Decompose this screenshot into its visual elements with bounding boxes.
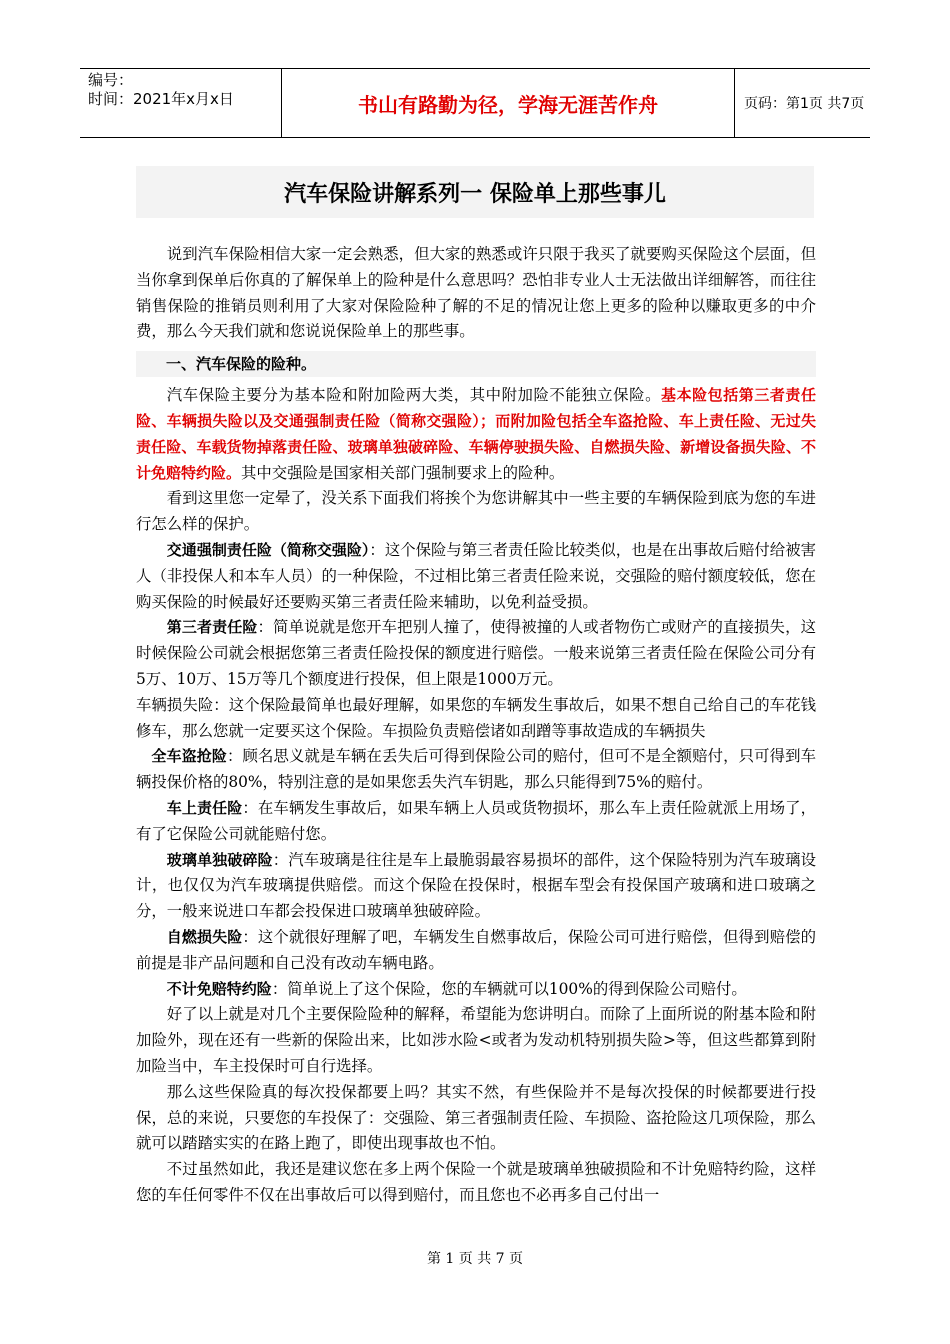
term-text: ：顾名思义就是车辆在丢失后可得到保险公司的赔付，但可不是全额赔付，只可得到车辆投保价格的80%，特别注意的是如果您丢失汽车钥匙，那么只能得到75%的赔付。 <box>136 747 816 792</box>
text-span: 汽车保险主要分为基本险和附加险两大类，其中附加险不能独立保险。 <box>166 386 662 405</box>
term: 第三者责任险 <box>166 618 258 637</box>
page-code: 页码：第1页 共7页 <box>744 96 865 112</box>
paragraph-transition: 看到这里您一定晕了，没关系下面我们将挨个为您讲解其中一些主要的车辆保险到底为您的车进行怎么样的保护。 <box>136 489 816 534</box>
item-self-ignition <box>136 925 816 977</box>
item-third-party <box>136 615 816 692</box>
header-table <box>80 68 870 138</box>
number-label: 编号： <box>88 71 134 89</box>
term-text: ：简单说上了这个保险，您的车辆就可以100%的得到保险公司赔付。 <box>271 979 747 998</box>
term-text: ：这个就很好理解了吧，车辆发生自燃事故后，保险公司可进行赔偿，但得到赔偿的前提是非产品问题和自己没有改动车辆电路。 <box>136 927 816 972</box>
term: 玻璃单独破碎险 <box>166 850 273 869</box>
item-passenger <box>136 796 816 848</box>
paragraph-advice: 不过虽然如此，我还是建议您在多上两个保险一个就是玻璃单独破损险和不计免赔特约险，这样您的车任何零件不仅在出事故后可以得到赔付，而且您也不必再多自己付出一 <box>136 1160 816 1204</box>
term: 交通强制责任险（简称交强险） <box>166 540 370 559</box>
text-span: 其中交强险是国家相关部门强制要求上的险种。 <box>241 463 565 482</box>
item-compulsory <box>136 538 816 615</box>
document-body <box>136 242 816 1209</box>
term-text: ：这个保险与第三者责任险比较类似，也是在出事故后赔付给被害人（非投保人和本车人员）的一种保险，不过相比第三者责任险来说，交强险的赔付额度较低，您在购买保险的时候最好还要购买第三者责任险来辅助，以免利益受损。 <box>136 540 816 611</box>
time-label: 时间：2021年x月x日 <box>88 90 234 108</box>
term: 全车盗抢险 <box>151 747 227 766</box>
item-deductible <box>136 977 816 1003</box>
paragraph-insurance-types <box>136 383 816 486</box>
term-text: ：在车辆发生事故后，如果车辆上人员或货物损坏，那么车上责任险就派上用场了，有了它保险公司就能赔付您。 <box>136 798 816 843</box>
motto: 书山有路勤为径，学海无涯苦作舟 <box>282 69 735 137</box>
header-meta <box>80 69 282 137</box>
paragraph-question: 那么这些保险真的每次投保都要上吗？其实不然，有些保险并不是每次投保的时候都要进行投保，总的来说，只要您的车投保了：交强险、第三者强制责任险、车损险、盗抢险这几项保险，那么就可以踏踏实实的在路上跑了，即使出现事故也不怕。 <box>136 1082 816 1153</box>
term-text: ：汽车玻璃是往往是车上最脆弱最容易损坏的部件，这个保险特别为汽车玻璃设计，也仅仅为汽车玻璃提供赔偿。而这个保险在投保时，根据车型会有投保国产玻璃和进口玻璃之分，一般来说进口车都会投保进口玻璃单独破碎险。 <box>136 850 816 921</box>
term-text: ：简单说就是您开车把别人撞了，使得被撞的人或者物伤亡或财产的直接损失，这时候保险公司就会根据您第三者责任险投保的额度进行赔偿。一般来说第三者责任险在保险公司分有5万、10万、15万等几个额度进行投保，但上限是1000万元。 <box>136 618 816 688</box>
section-heading: 一、汽车保险的险种。 <box>136 351 816 377</box>
term: 车上责任险 <box>166 798 243 817</box>
item-glass <box>136 848 816 925</box>
term: 不计免赔特约险 <box>166 979 272 998</box>
item-car-damage: 车辆损失险：这个保险最简单也最好理解，如果您的车辆发生事故后，如果不想自己给自己的车花钱修车，那么您就一定要买这个保险。车损险负责赔偿诸如刮蹭等事故造成的车辆损失 <box>136 695 816 740</box>
item-theft <box>136 744 816 796</box>
term: 自燃损失险 <box>166 927 243 946</box>
highlighted-text: 基本险包括第三者责任险、车辆损失险以及交通强制责任险（简称交强险）；而附加险包括全车盗抢险、车上责任险、无过失责任险、车载货物掉落责任险、玻璃单独破碎险、车辆停驶损失险、自燃损失险、新增设备损失险、不计免赔特约险。 <box>136 386 816 482</box>
page-footer: 第 1 页 共 7 页 <box>426 1251 524 1267</box>
intro-paragraph: 说到汽车保险相信大家一定会熟悉，但大家的熟悉或许只限于我买了就要购买保险这个层面，但当你拿到保单后你真的了解保单上的险种是什么意思吗？恐怕非专业人士无法做出详细解答，而往往销售保险的推销员则利用了大家对保险险种了解的不足的情况让您上更多的险种以赚取更多的中介费，那么今天我们就和您说说保险单上的那些事。 <box>136 245 816 341</box>
paragraph-summary: 好了以上就是对几个主要保险险种的解释，希望能为您讲明白。而除了上面所说的附基本险和附加险外，现在还有一些新的保险出来，比如涉水险<或者为发动机特别损失险>等，但这些都算到附加险当中，车主投保时可自行选择。 <box>136 1005 816 1075</box>
document-title: 汽车保险讲解系列一 保险单上那些事儿 <box>136 166 814 218</box>
